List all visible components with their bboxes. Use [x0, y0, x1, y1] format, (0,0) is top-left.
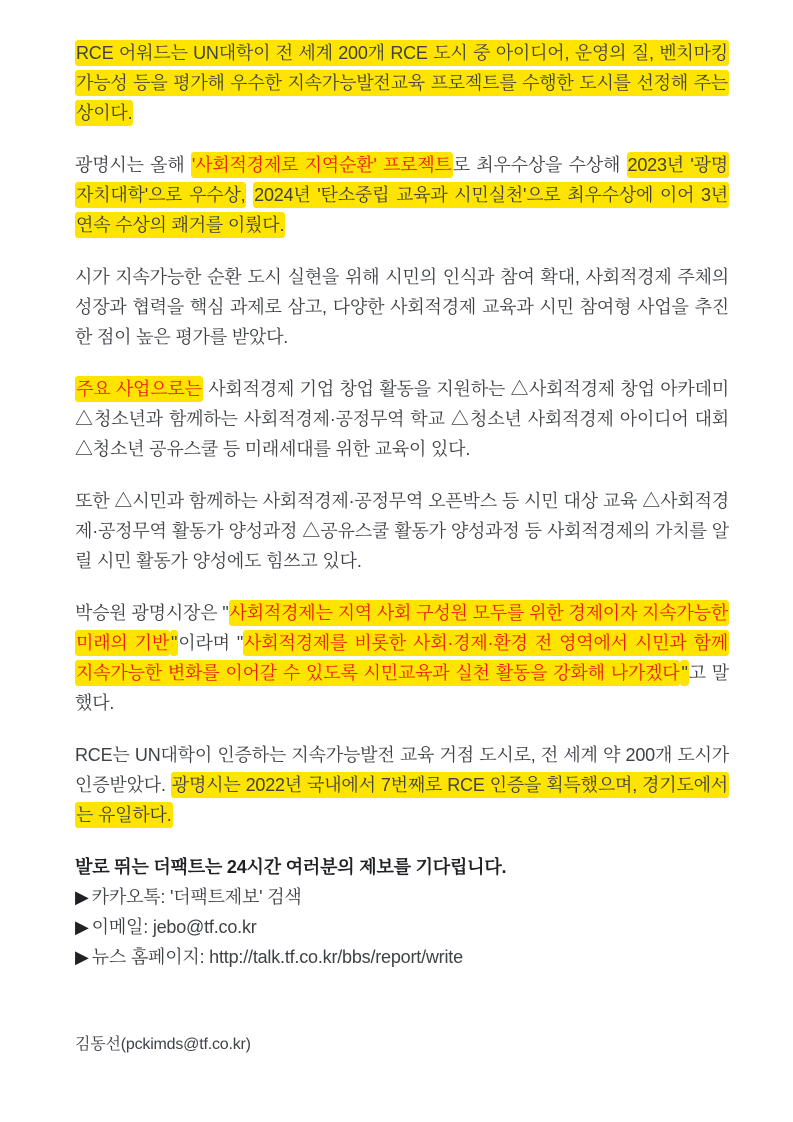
- text-run: 이메일: jebo@tf.co.kr: [91, 917, 257, 937]
- text-run: 이라며 ": [178, 633, 244, 653]
- text-run: 고 말했다.: [75, 663, 729, 713]
- text-run: 카카오톡: '더팩트제보' 검색: [91, 887, 302, 907]
- emphasized-text-run: 사회적경제를 비롯한 사회·경제·환경 전 영역에서 시민과 함께 지속가능한 변화를 이어갈 수 있도록 시민교육과 실천 활동을 강화해 나가겠다: [75, 630, 729, 686]
- article-body: [75, 38, 729, 972]
- highlighted-text-run: 2024년 '탄소중립 교육과 시민실천'으로 최우수상에 이어 3년 연속 수상의 쾌거를 이뤘다.: [75, 182, 729, 238]
- text-run: 뉴스 홈페이지: http://talk.tf.co.kr/bbs/report/write: [91, 947, 463, 967]
- arrow-bullet-icon: ▶: [75, 887, 89, 907]
- text-run: 로 최우수상을 수상해: [452, 155, 627, 175]
- emphasized-text-run: '사회적경제로 지역순환' 프로젝트: [191, 152, 453, 178]
- highlighted-text-run: 2023년 '광명자치대학'으로 우수상,: [75, 152, 729, 208]
- paragraph-evaluation: [75, 262, 729, 352]
- highlighted-text-run: ": [170, 630, 178, 656]
- text-run: 발로 뛰는 더팩트는 24시간 여러분의 제보를 기다립니다.: [75, 857, 507, 877]
- paragraph-award-history: [75, 150, 729, 240]
- text-run: 박승원 광명시장은 ": [75, 603, 229, 623]
- paragraph-mayor-quote: [75, 598, 729, 718]
- paragraph-citizen-programs: [75, 486, 729, 576]
- emphasized-text-run: 사회적경제는 지역 사회 구성원 모두를 위한 경제이자 지속가능한 미래의 기반: [75, 600, 729, 656]
- contact-kakao-line: [75, 882, 729, 912]
- text-run: 광명시는 올해: [75, 155, 191, 175]
- author-byline: 김동선(pckimds@tf.co.kr): [75, 1036, 251, 1053]
- lead-paragraph-rce-award: [75, 38, 729, 128]
- paragraph-rce-background: [75, 740, 729, 830]
- text-run: RCE는 UN대학이 인증하는 지속가능발전 교육 거점 도시로, 전 세계 약 200개 도시가 인증받았다.: [75, 745, 729, 795]
- arrow-bullet-icon: ▶: [75, 947, 89, 967]
- highlighted-text-run: 광명시는 2022년 국내에서 7번째로 RCE 인증을 획득했으며, 경기도에서는 유일하다.: [75, 772, 729, 828]
- tip-off-notice-line: [75, 852, 729, 882]
- highlighted-text-run: RCE 어워드는 UN대학이 전 세계 200개 RCE 도시 중 아이디어, 운영의 질, 벤치마킹 가능성 등을 평가해 우수한 지속가능발전교육 프로젝트를 수행한 도시를 선정해 주는 상이다.: [75, 40, 729, 126]
- text-run: 또한 △시민과 함께하는 사회적경제·공정무역 오픈박스 등 시민 대상 교육 △사회적경제·공정무역 활동가 양성과정 △공유스쿨 활동가 양성과정 등 사회적경제의 가치를 알릴 시민 활동가 양성에도 힘쓰고 있다.: [75, 491, 729, 571]
- paragraph-main-programs: [75, 374, 729, 464]
- contact-email-line: [75, 912, 729, 942]
- contact-homepage-line: [75, 942, 729, 972]
- highlighted-text-run: ": [680, 660, 688, 686]
- text-run: 사회적경제 기업 창업 활동을 지원하는 △사회적경제 창업 아카데미 △청소년과 함께하는 사회적경제·공정무역 학교 △청소년 사회적경제 아이디어 대회 △청소년 공유스쿨 등 미래세대를 위한 교육이 있다.: [75, 379, 729, 459]
- emphasized-text-run: 주요 사업으로는: [75, 376, 203, 402]
- text-run: 시가 지속가능한 순환 도시 실현을 위해 시민의 인식과 참여 확대, 사회적경제 주체의 성장과 협력을 핵심 과제로 삼고, 다양한 사회적경제 교육과 시민 참여형 사업을 추진한 점이 높은 평가를 받았다.: [75, 267, 729, 347]
- arrow-bullet-icon: ▶: [75, 917, 89, 937]
